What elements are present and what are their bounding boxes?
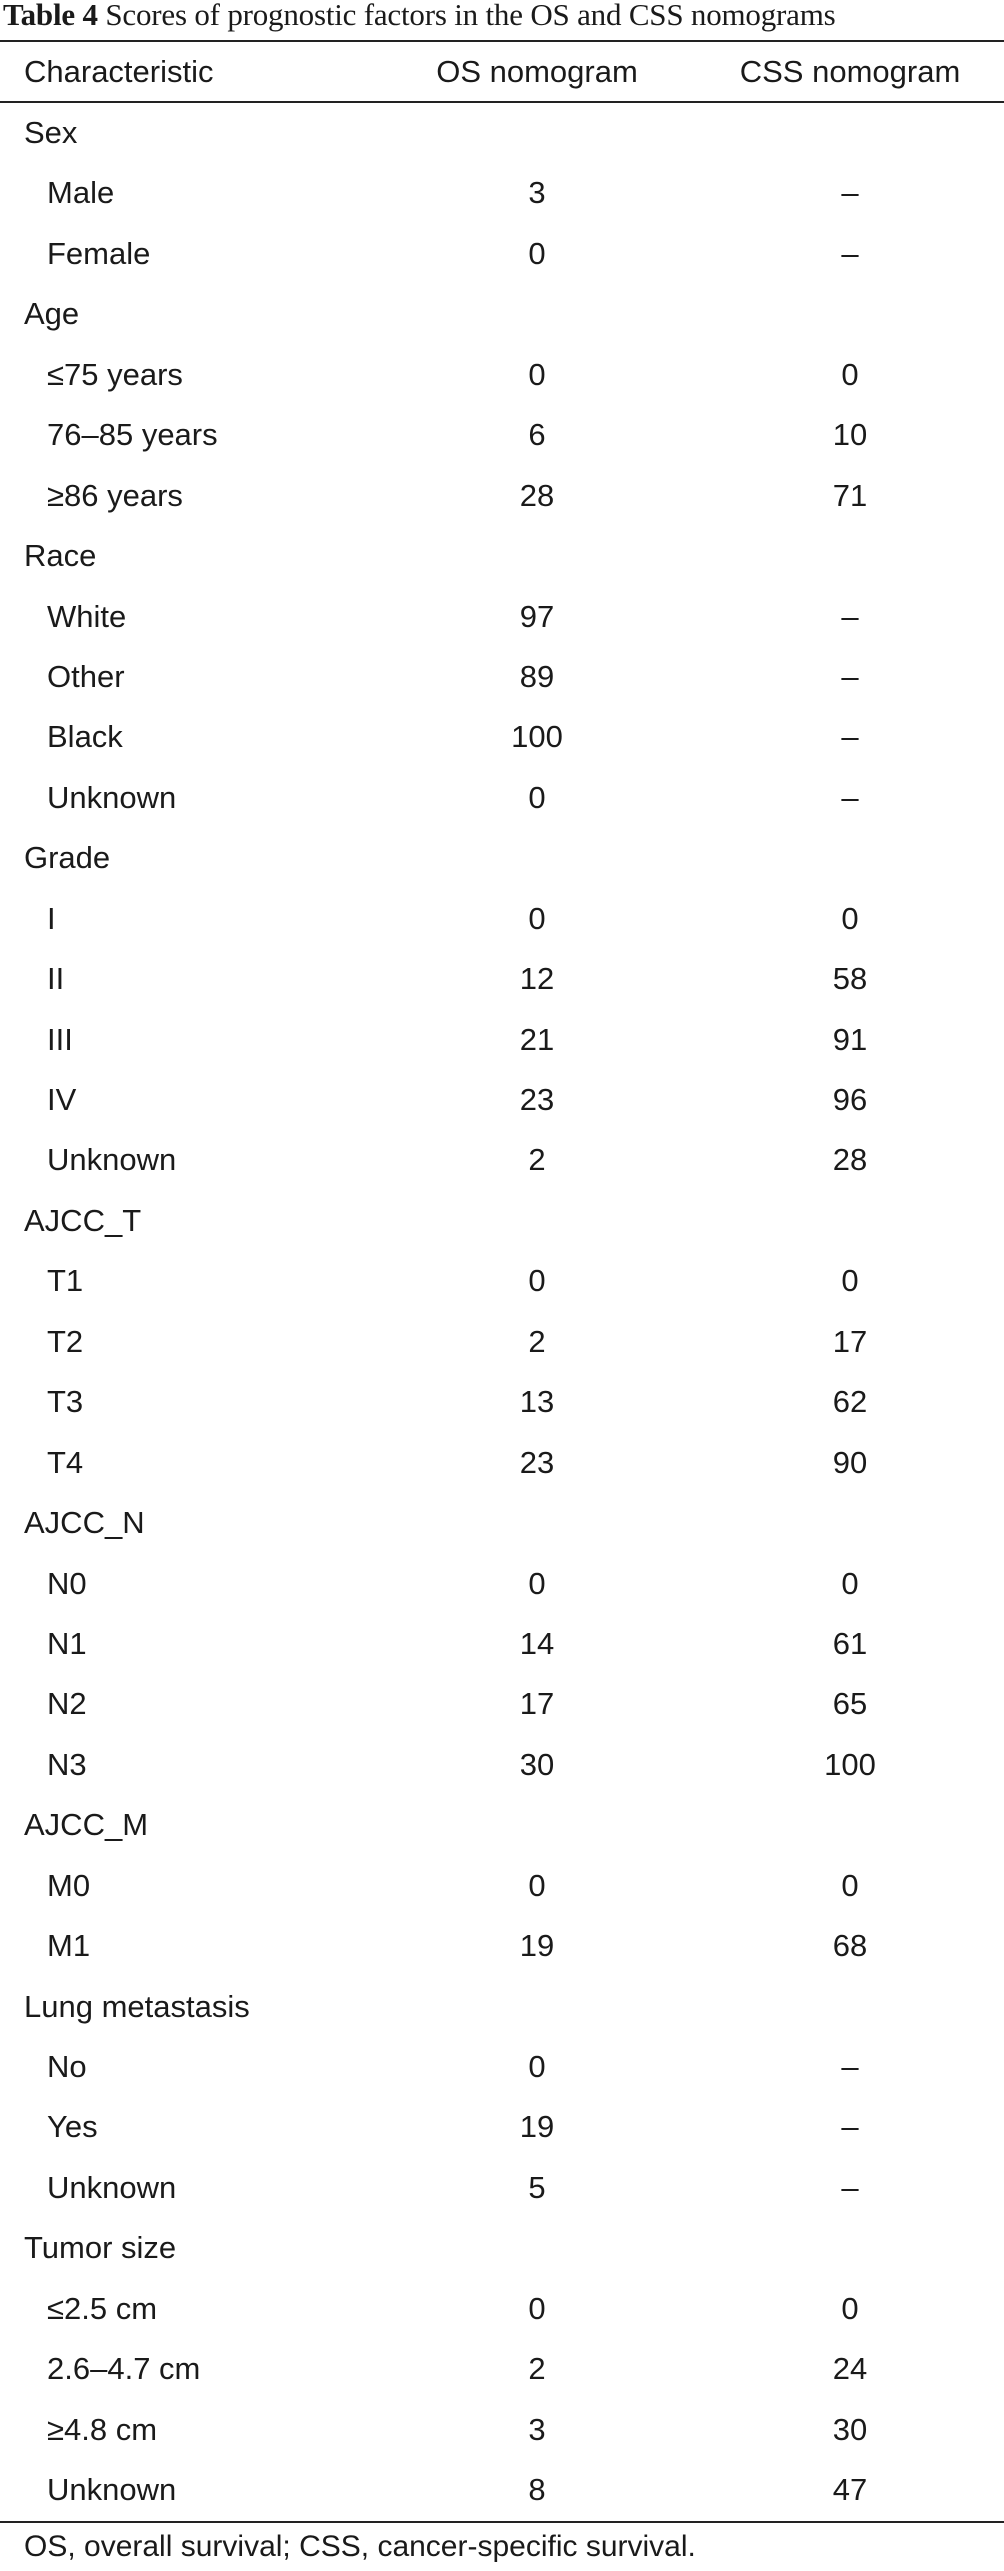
- characteristic-label: ≤2.5 cm: [47, 2290, 158, 2326]
- table-row: [0, 587, 1004, 647]
- characteristic-label: 76–85 years: [47, 417, 218, 453]
- table-row: [0, 2097, 1004, 2157]
- os-score: [387, 1493, 687, 1553]
- os-score: 13: [519, 1384, 555, 1420]
- characteristic-label: T2: [47, 1323, 84, 1359]
- group-label: AJCC_N: [24, 1505, 145, 1541]
- os-score: 23: [519, 1082, 555, 1117]
- css-score: –: [841, 598, 859, 634]
- characteristic-label: N0: [47, 1565, 87, 1601]
- os-score: 100: [511, 719, 563, 755]
- css-score: –: [841, 2109, 859, 2145]
- os-score: 21: [519, 1021, 555, 1057]
- table-group-row: [0, 1977, 1004, 2037]
- table-header-row: [0, 42, 1004, 101]
- os-score: 30: [519, 1746, 555, 1782]
- group-label: Race: [24, 538, 97, 574]
- characteristic-label: Other: [47, 658, 125, 694]
- os-score: [387, 1191, 687, 1251]
- table-row: [0, 1735, 1004, 1795]
- characteristic-label: Unknown: [47, 2472, 177, 2508]
- css-score: 0: [841, 900, 859, 936]
- table-row: [0, 163, 1004, 223]
- group-label: Sex: [24, 115, 78, 150]
- os-score: 0: [528, 2290, 546, 2326]
- characteristic-label: Unknown: [47, 1142, 177, 1178]
- os-score: [387, 828, 687, 888]
- table-row: [0, 707, 1004, 767]
- characteristic-label: I: [47, 900, 56, 936]
- os-score: 0: [528, 356, 546, 392]
- css-score: –: [841, 658, 859, 694]
- column-header-os-nomogram: OS nomogram: [436, 54, 638, 89]
- os-score: 0: [528, 235, 546, 271]
- css-score: –: [841, 2169, 859, 2205]
- os-score: 89: [519, 658, 555, 694]
- css-score: 0: [841, 1867, 859, 1903]
- css-score: [700, 103, 1000, 163]
- table-group-row: [0, 526, 1004, 586]
- table-body: [0, 103, 1004, 2521]
- table-row: [0, 768, 1004, 828]
- characteristic-label: II: [47, 961, 65, 997]
- css-score: [700, 2218, 1000, 2278]
- os-score: 2: [528, 1323, 546, 1359]
- characteristic-label: ≥4.8 cm: [47, 2411, 158, 2447]
- characteristic-label: Male: [47, 175, 115, 211]
- os-score: 3: [528, 2411, 546, 2447]
- characteristic-label: M0: [47, 1867, 91, 1903]
- css-score: [700, 284, 1000, 344]
- table-row: [0, 1130, 1004, 1190]
- css-score: 90: [832, 1444, 868, 1480]
- table-row: [0, 1070, 1004, 1130]
- table-row: [0, 1614, 1004, 1674]
- characteristic-label: ≤75 years: [47, 356, 183, 392]
- table-row: [0, 2037, 1004, 2097]
- css-score: 0: [841, 356, 859, 392]
- os-score: 8: [528, 2472, 546, 2508]
- column-header-css-nomogram: CSS nomogram: [739, 54, 961, 89]
- os-score: 0: [528, 1565, 546, 1601]
- os-score: 0: [528, 1263, 546, 1299]
- css-score: [700, 1191, 1000, 1251]
- table-row: [0, 1312, 1004, 1372]
- group-label: Lung metastasis: [24, 1988, 250, 2024]
- css-score: –: [841, 175, 859, 211]
- css-score: 30: [832, 2411, 868, 2447]
- table-row: [0, 1010, 1004, 1070]
- css-score: 68: [832, 1928, 868, 1964]
- characteristic-label: IV: [47, 1082, 77, 1117]
- column-header-characteristic: Characteristic: [24, 54, 214, 89]
- css-score: [700, 526, 1000, 586]
- css-score: 62: [832, 1384, 868, 1420]
- table-group-row: [0, 1191, 1004, 1251]
- os-score: 2: [528, 2351, 546, 2387]
- table-row: [0, 1554, 1004, 1614]
- css-score: 96: [832, 1082, 868, 1117]
- css-score: 58: [832, 961, 868, 997]
- os-score: 6: [528, 417, 546, 453]
- table-footnote: OS, overall survival; CSS, cancer-specific survival.: [24, 2530, 696, 2563]
- os-score: [387, 2218, 687, 2278]
- group-label: AJCC_M: [24, 1807, 149, 1843]
- os-score: 0: [528, 2049, 546, 2084]
- characteristic-label: No: [47, 2049, 87, 2084]
- table-group-row: [0, 828, 1004, 888]
- css-score: 71: [832, 477, 868, 513]
- os-score: [387, 1977, 687, 2037]
- table-group-row: [0, 284, 1004, 344]
- table-row: [0, 647, 1004, 707]
- characteristic-label: III: [47, 1021, 73, 1057]
- table-row: [0, 1251, 1004, 1311]
- table-group-row: [0, 1795, 1004, 1855]
- characteristic-label: N3: [47, 1746, 87, 1782]
- characteristic-label: T1: [47, 1263, 84, 1299]
- os-score: [387, 103, 687, 163]
- os-score: 97: [519, 598, 555, 634]
- os-score: 19: [519, 1928, 555, 1964]
- group-label: AJCC_T: [24, 1202, 142, 1238]
- css-score: –: [841, 779, 859, 815]
- characteristic-label: Black: [47, 719, 123, 755]
- os-score: 19: [519, 2109, 555, 2145]
- os-score: 0: [528, 900, 546, 936]
- os-score: [387, 1795, 687, 1855]
- os-score: [387, 526, 687, 586]
- table-group-row: [0, 103, 1004, 163]
- css-score: [700, 1977, 1000, 2037]
- table-row: [0, 2279, 1004, 2339]
- css-score: [700, 1795, 1000, 1855]
- css-score: –: [841, 235, 859, 271]
- os-score: 12: [519, 961, 555, 997]
- css-score: 0: [841, 1565, 859, 1601]
- table-row: [0, 1916, 1004, 1976]
- css-score: 61: [832, 1625, 868, 1661]
- table-row: [0, 1433, 1004, 1493]
- css-score: 0: [841, 1263, 859, 1299]
- css-score: 0: [841, 2290, 859, 2326]
- group-label: Age: [24, 296, 80, 332]
- group-label: Grade: [24, 840, 111, 876]
- css-score: –: [841, 719, 859, 755]
- characteristic-label: 2.6–4.7 cm: [47, 2351, 201, 2387]
- characteristic-label: T4: [47, 1444, 84, 1480]
- characteristic-label: Female: [47, 235, 151, 271]
- group-label: Tumor size: [24, 2230, 177, 2266]
- css-score: –: [841, 2049, 859, 2084]
- table-row: [0, 2158, 1004, 2218]
- table-group-row: [0, 2218, 1004, 2278]
- characteristic-label: Yes: [47, 2109, 98, 2145]
- table-row: [0, 224, 1004, 284]
- table-row: [0, 466, 1004, 526]
- table-row: [0, 1856, 1004, 1916]
- os-score: 3: [528, 175, 546, 211]
- css-score: 65: [832, 1686, 868, 1722]
- os-score: 2: [528, 1142, 546, 1178]
- table-row: [0, 1372, 1004, 1432]
- os-score: 28: [519, 477, 555, 513]
- characteristic-label: M1: [47, 1928, 91, 1964]
- characteristic-label: White: [47, 598, 127, 634]
- table-row: [0, 2339, 1004, 2399]
- characteristic-label: Unknown: [47, 2169, 177, 2205]
- os-score: 5: [528, 2169, 546, 2205]
- table-caption-label: Table 4: [3, 0, 98, 32]
- table-caption-text: Scores of prognostic factors in the OS and CSS nomograms: [105, 0, 836, 32]
- os-score: [387, 284, 687, 344]
- table-row: [0, 345, 1004, 405]
- css-score: 24: [832, 2351, 868, 2387]
- table-row: [0, 2400, 1004, 2460]
- css-score: 28: [832, 1142, 868, 1178]
- os-score: 17: [519, 1686, 555, 1722]
- table-row: [0, 889, 1004, 949]
- os-score: 23: [519, 1444, 555, 1480]
- table-row: [0, 1674, 1004, 1734]
- css-score: 10: [832, 417, 868, 453]
- css-score: 47: [832, 2472, 868, 2508]
- css-score: 91: [832, 1021, 868, 1057]
- table-row: [0, 949, 1004, 1009]
- os-score: 14: [519, 1625, 555, 1661]
- css-score: [700, 828, 1000, 888]
- table-row: [0, 2460, 1004, 2520]
- os-score: 0: [528, 1867, 546, 1903]
- table-group-row: [0, 1493, 1004, 1553]
- css-score: [700, 1493, 1000, 1553]
- css-score: 100: [824, 1746, 876, 1782]
- characteristic-label: N1: [47, 1625, 87, 1661]
- characteristic-label: Unknown: [47, 779, 177, 815]
- characteristic-label: T3: [47, 1384, 84, 1420]
- os-score: 0: [528, 779, 546, 815]
- table-row: [0, 405, 1004, 465]
- characteristic-label: ≥86 years: [47, 477, 183, 513]
- characteristic-label: N2: [47, 1686, 87, 1722]
- css-score: 17: [832, 1323, 868, 1359]
